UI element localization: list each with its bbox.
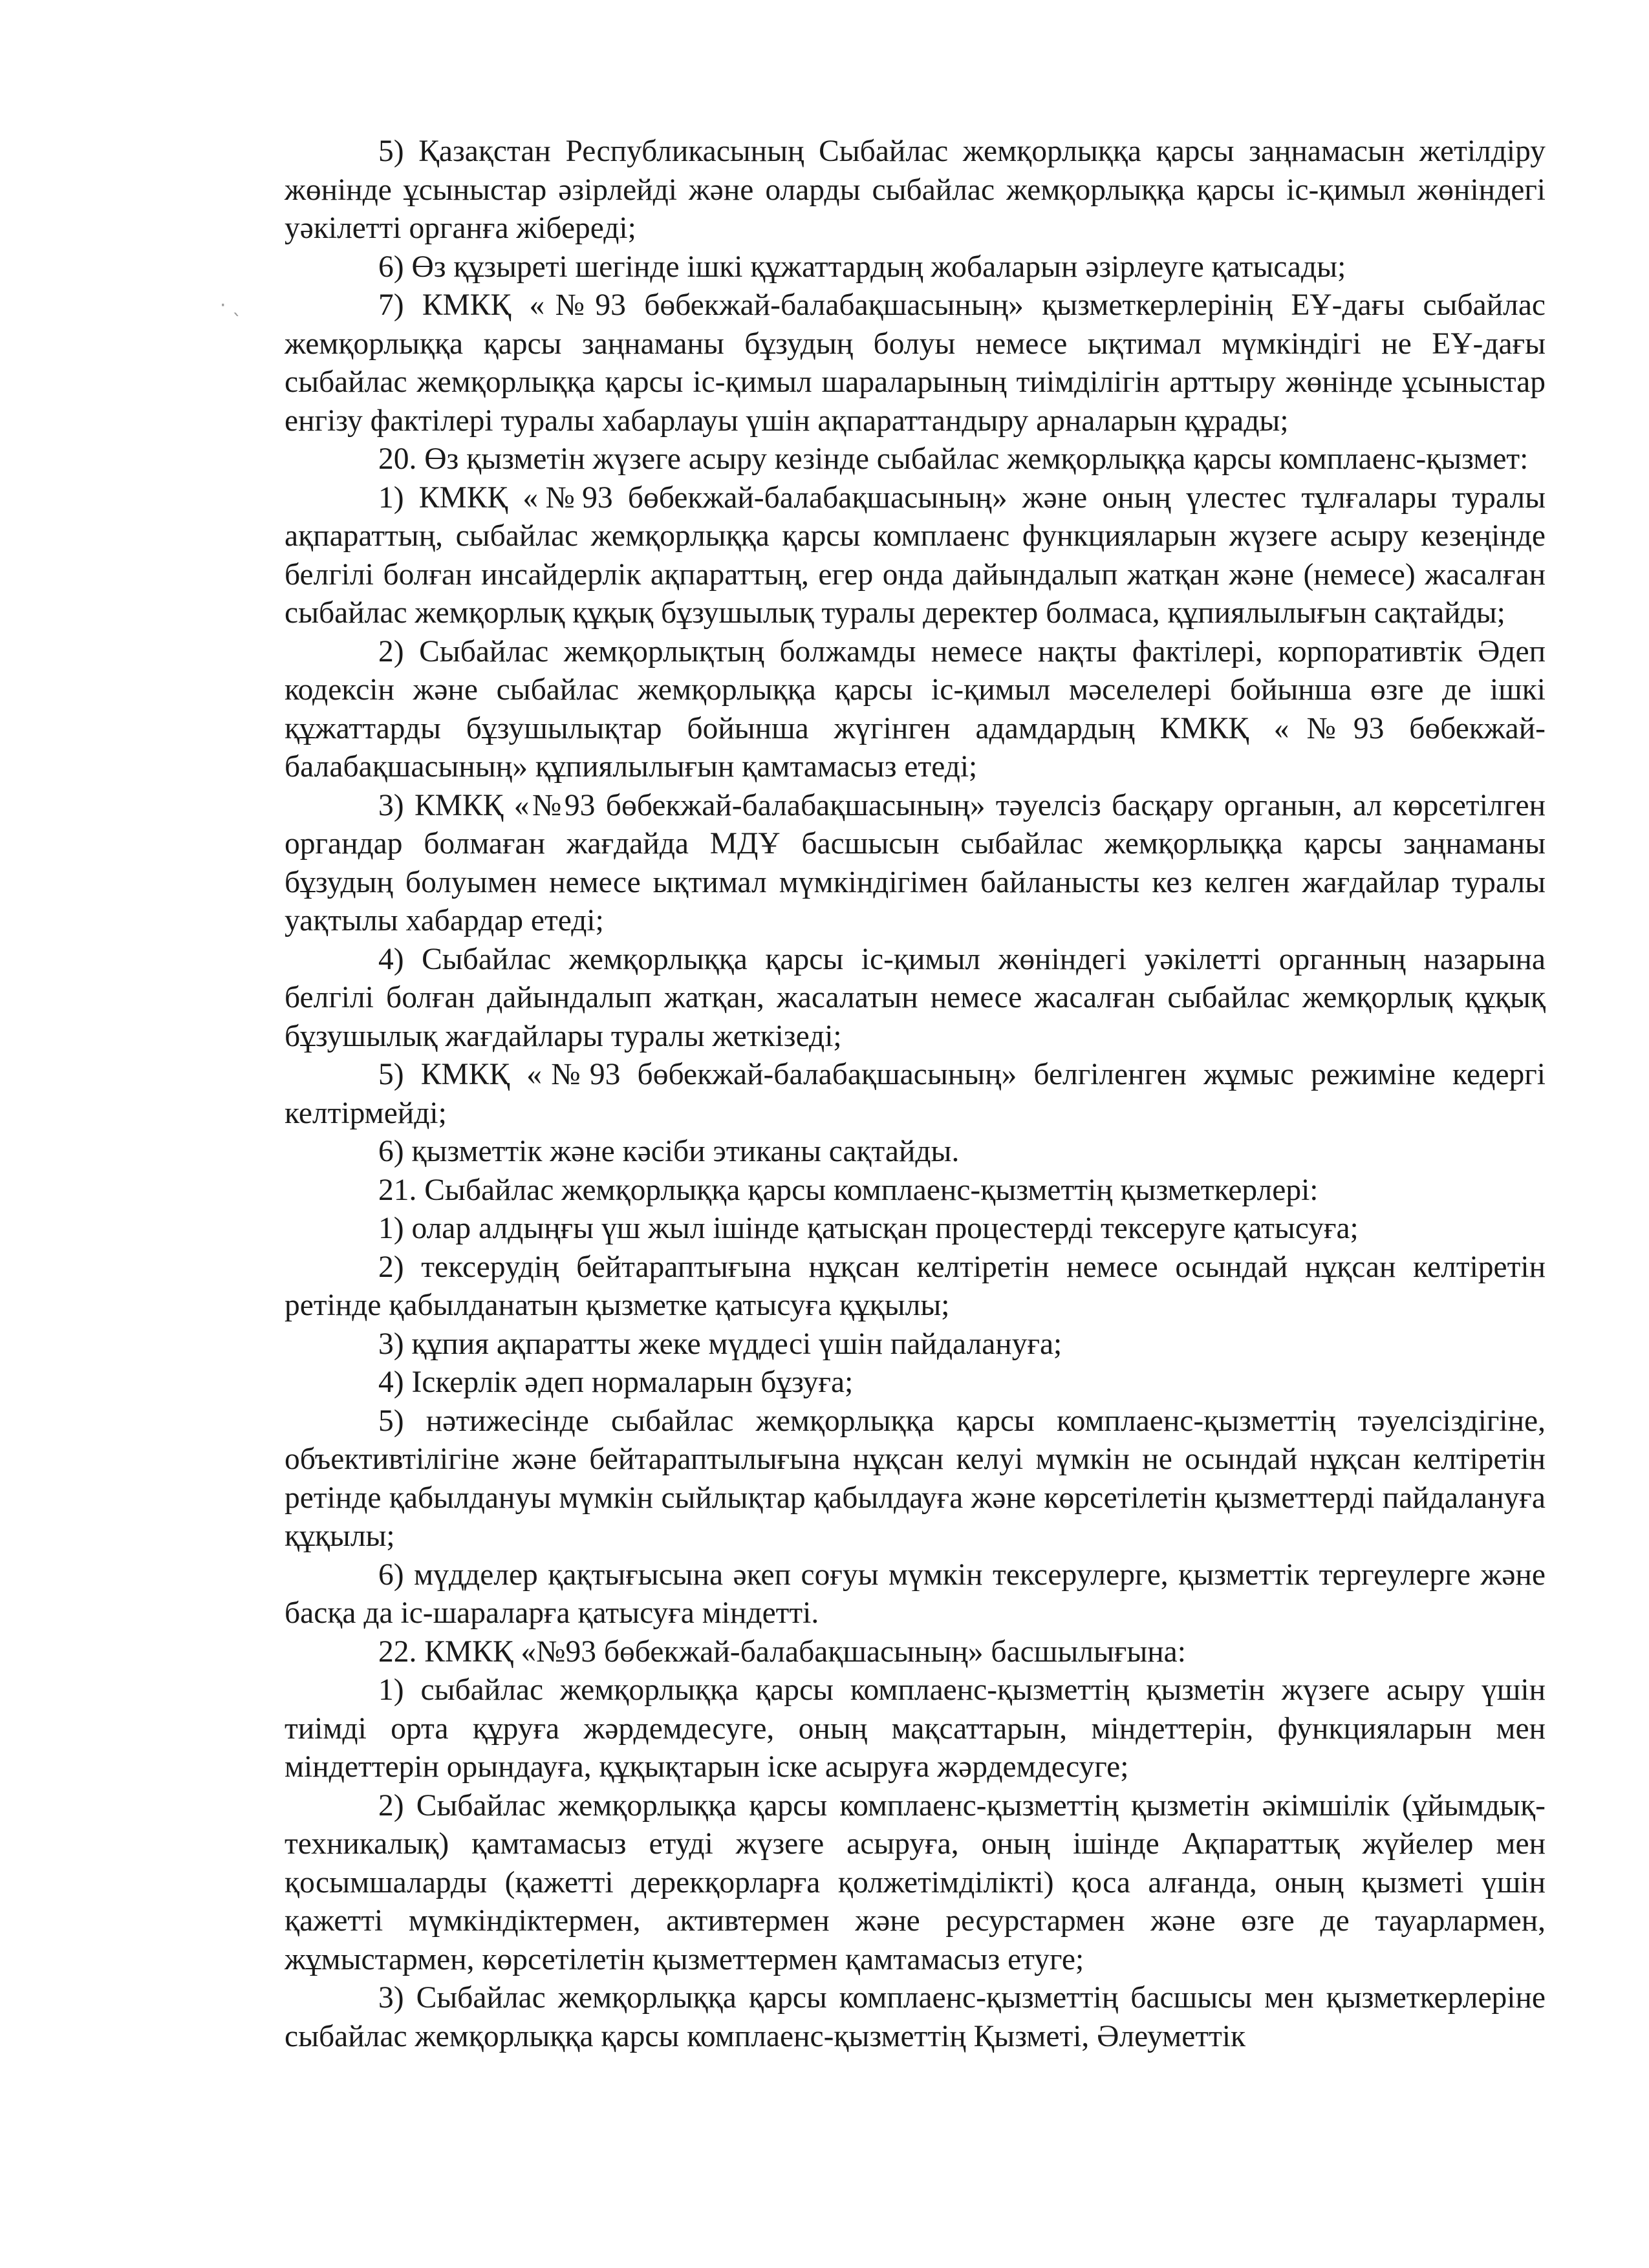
paragraph: 5) Қазақстан Республикасының Сыбайлас жемқорлыққа қарсы заңнамасын жетілдіру жөнінде ұсыныстар әзірлейді және оларды сыбайлас жемқорлыққа қарсы іс-қимыл жөніндегі уәкілетті органға жібереді; bbox=[285, 134, 1546, 245]
paragraph: 6) қызметтік және кәсіби этиканы сақтайды. bbox=[378, 1135, 960, 1168]
paragraph: 5) КМКҚ «№93 бөбекжай-балабақшасының» белгіленген жұмыс режиміне кедергі келтірмейді; bbox=[285, 1058, 1546, 1130]
paragraph: 2) тексерудің бейтараптығына нұқсан келтіретін немесе осындай нұқсан келтіретін ретінде қабылданатын қызметке қатысуға құқылы; bbox=[285, 1250, 1546, 1322]
paragraph: 6) Өз құзыреті шегінде ішкі құжаттардың жобаларын әзірлеуге қатысады; bbox=[378, 250, 1346, 284]
scan-artifact: · ˎ bbox=[220, 294, 242, 317]
paragraph: 1) КМКҚ «№93 бөбекжай-балабақшасының» және оның үлестес тұлғалары туралы ақпараттың, сыбайлас жемқорлыққа қарсы комплаенс функцияларын жүзеге асыру кезеңінде белгілі болған инсайдерлік ақпараттың, егер онда дайындалып жатқан және (немесе) жасалған сыбайлас жемқорлық құқық бұзушылық туралы деректер болмаса, құпиялылығын сақтайды; bbox=[285, 480, 1546, 630]
paragraph: 3) КМКҚ «№93 бөбекжай-балабақшасының» тәуелсіз басқару органын, ал көрсетілген органдар болмаған жағдайда МДҰ басшысын сыбайлас жемқорлыққа қарсы заңнаманы бұзудың болуымен немесе ықтимал мүмкіндігімен байланысты кез келген жағдайлар туралы уақтылы хабардар етеді; bbox=[285, 788, 1546, 937]
paragraph: 2) Сыбайлас жемқорлықтың болжамды немесе нақты фактілері, корпоративтік Әдеп кодексін және сыбайлас жемқорлыққа қарсы іс-қимыл мәселелері бойынша өзге де ішкі құжаттарды бұзушылықтар бойынша жүгінген адамдардың КМКҚ «№93 бөбекжай-балабақшасының» құпиялылығын қамтамасыз етеді; bbox=[285, 634, 1546, 784]
paragraph: 2) Сыбайлас жемқорлыққа қарсы комплаенс-қызметтің қызметін әкімшілік (ұйымдық-техникалық) қамтамасыз етуді жүзеге асыруға, оның ішінде Ақпараттық жүйелер мен қосымшаларды (қажетті дерекқорларға қолжетімділікті) қоса алғанда, оның қызметі үшін қажетті мүмкіндіктермен, активтермен және ресурстармен және өзге де тауарлармен, жұмыстармен, көрсетілетін қызметтермен қамтамасыз етуге; bbox=[285, 1788, 1546, 1976]
paragraph: 3) құпия ақпаратты жеке мүддесі үшін пайдалануға; bbox=[378, 1327, 1062, 1361]
paragraph: 4) Сыбайлас жемқорлыққа қарсы іс-қимыл жөніндегі уәкілетті органның назарына белгілі болған дайындалып жатқан, жасалатын немесе жасалған сыбайлас жемқорлық құқық бұзушылық жағдайлары туралы жеткізеді; bbox=[285, 942, 1546, 1053]
paragraph: 21. Сыбайлас жемқорлыққа қарсы комплаенс-қызметтің қызметкерлері: bbox=[378, 1173, 1319, 1207]
paragraph: 4) Іскерлік әдеп нормаларын бұзуға; bbox=[378, 1365, 854, 1399]
paragraph: 1) сыбайлас жемқорлыққа қарсы комплаенс-қызметтің қызметін жүзеге асыру үшін тиімді орта құруға жәрдемдесуге, оның мақсаттарын, міндеттерін, функцияларын мен міндеттерін орындауға, құқықтарын іске асыруға жәрдемдесуге; bbox=[285, 1673, 1546, 1784]
paragraph: 5) нәтижесінде сыбайлас жемқорлыққа қарсы комплаенс-қызметтің тәуелсіздігіне, объективтілігіне және бейтараптылығына нұқсан келуі мүмкін не осындай нұқсан келтіретін ретінде қабылдануы мүмкін сыйлықтар қабылдауға және көрсетілетін қызметтерді пайдалануға құқылы; bbox=[285, 1404, 1546, 1553]
paragraph: 20. Өз қызметін жүзеге асыру кезінде сыбайлас жемқорлыққа қарсы комплаенс-қызмет: bbox=[378, 442, 1529, 476]
paragraph: 22. КМКҚ «№93 бөбекжай-балабақшасының» басшылығына: bbox=[378, 1634, 1186, 1669]
paragraph: 3) Сыбайлас жемқорлыққа қарсы комплаенс-қызметтің басшысы мен қызметкерлеріне сыбайлас жемқорлыққа қарсы комплаенс-қызметтің Қызметі, Әлеуметтік bbox=[285, 1981, 1546, 2053]
document-page bbox=[285, 133, 1546, 2056]
paragraph: 7) КМКҚ «№93 бөбекжай-балабақшасының» қызметкерлерінің ЕҰ-дағы сыбайлас жемқорлыққа қарсы заңнаманы бұзудың болуы немесе ықтимал мүмкіндігі не ЕҰ-дағы сыбайлас жемқорлыққа қарсы іс-қимыл шараларының тиімділігін арттыру жөнінде ұсыныстар енгізу фактілері туралы хабарлауы үшін ақпараттандыру арналарын құрады; bbox=[285, 288, 1546, 438]
paragraph: 1) олар алдыңғы үш жыл ішінде қатысқан процестерді тексеруге қатысуға; bbox=[378, 1212, 1359, 1245]
paragraph: 6) мүдделер қақтығысына әкеп соғуы мүмкін тексерулерге, қызметтік тергеулерге және басқа да іс-шараларға қатысуға міндетті. bbox=[285, 1557, 1546, 1630]
